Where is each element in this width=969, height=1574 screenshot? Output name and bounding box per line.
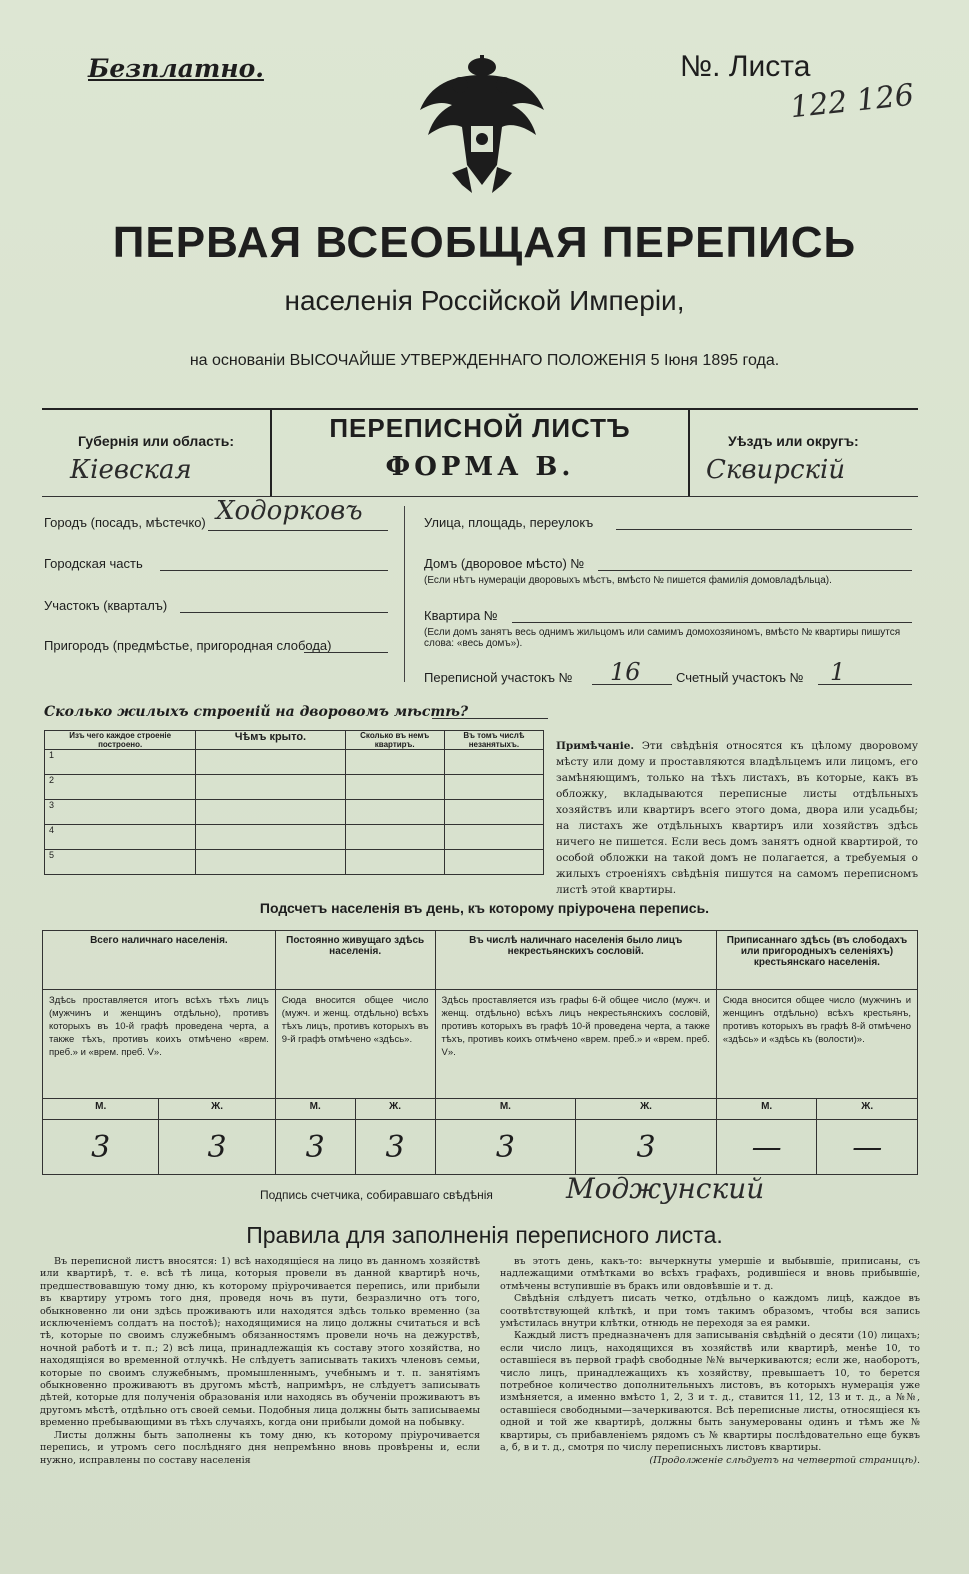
count-col-desc: Здѣсь проставляется изъ графы 6-й общее число (мужч. и женщ. отдѣльно) всѣхъ лицъ некрестьянскихъ сословій, противъ которыхъ въ графѣ 10-й проведена черта, а также тѣхъ, противъ коихъ отмѣчено «врем. преб.» и «врем. преб. V». xyxy=(435,990,716,1099)
count-col-desc: Сюда вносится общее число (мужчинъ и женщинъ отдѣльно) всѣхъ крестьянъ, противъ которыхъ въ графѣ 8-й отмѣчено «здѣсь» и «здѣсь къ (волости)». xyxy=(716,990,917,1099)
female-label: Ж. xyxy=(355,1099,435,1120)
female-count: 3 xyxy=(576,1120,717,1175)
count-district-label: Счетный участокъ № xyxy=(676,670,804,685)
street-label: Улица, площадь, переулокъ xyxy=(424,515,594,530)
note-block xyxy=(556,738,918,898)
male-count: 3 xyxy=(275,1120,355,1175)
city-value: Ходорковъ xyxy=(216,496,363,526)
female-count: 3 xyxy=(159,1120,275,1175)
district-line xyxy=(180,612,388,613)
decree-line: на основаніи ВЫСОЧАЙШЕ УТВЕРЖДЕННАГО ПОЛОЖЕНІЯ 5 Іюня 1895 года. xyxy=(189,352,780,369)
count-table xyxy=(42,930,918,1175)
flat-note: (Если домъ занятъ весь однимъ жильцомъ или самимъ домохозяиномъ, вмѣсто № квартиры пишутся слова: «весь домъ»). xyxy=(424,627,901,649)
male-label: М. xyxy=(716,1099,817,1120)
rules-left-column xyxy=(40,1256,480,1467)
count-col-head: Въ числѣ наличнаго населенія было лицъ некрестьянскихъ сословій. xyxy=(435,931,716,990)
rules-paragraph: Въ переписной листъ вносятся: 1) всѣ находящіеся на лицо въ данномъ хозяйствѣ или квартирѣ, т. е. всѣ тѣ лица, которыя провели въ данной квартирѣ ночь, предшествовавшую тому дню, къ которому пріурочивается перепись, или прибыли въ квартиру утромъ того дня, проведя ночь въ пути, безразлично отъ того, обыкновенно ли они здѣсь проживаютъ или находятся здѣсь только временно (за исключеніемъ солдатъ на постоѣ); находящимися на лицо должны считаться и всѣ тѣ, которые по своимъ служебнымъ обязанностямъ провели ночь на дежурствѣ, ночной работѣ и т. п.; 2) всѣ лица, принадлежащія къ составу этого хозяйства, но находящіяся во временной отлучкѣ. Не слѣдуетъ записывать такихъ членовъ семьи, которые по своимъ служебнымъ, промышленнымъ, учебнымъ и т. п. занятіямъ обыкновенно проживаютъ въ другомъ мѣстѣ, напримѣръ, не слѣдуетъ записывать дѣтей, которые для полученія образованія или находясь въ обученіи проживаютъ въ другомъ мѣстѣ, отдѣльно отъ своей семьи. Подобныя лица должны быть записываемы временно пребывающими въ тѣхъ случаяхъ, когда они прибыли домой на побывку. xyxy=(40,1256,480,1429)
signature-label: Подпись счетчика, собиравшаго свѣдѣнія xyxy=(260,1188,493,1202)
col-vacant: Въ томъ числѣ незанятыхъ. xyxy=(444,731,543,750)
rules-continued: (Продолженіе слѣдуетъ на четвертой страницѣ). xyxy=(649,1454,920,1466)
table-row xyxy=(45,850,544,875)
count-col-desc: Здѣсь проставляется итогъ всѣхъ тѣхъ лицъ (мужчинъ и женщинъ отдѣльно), противъ которыхъ въ 10-й графѣ проведена черта, а также тѣхъ, противъ коихъ отмѣчено «врем. преб.» и «врем. преб. V». xyxy=(43,990,276,1099)
buildings-question: Сколько жилыхъ строеній на дворовомъ мѣстѣ? xyxy=(44,704,469,720)
female-count: 3 xyxy=(355,1120,435,1175)
count-title: Подсчетъ населенія въ день, къ которому пріурочена перепись. xyxy=(259,900,710,916)
count-district-value: 1 xyxy=(830,658,846,686)
row-number: 4 xyxy=(45,825,196,850)
city-label: Городъ (посадъ, мѣстечко) xyxy=(44,515,206,530)
city-line xyxy=(208,530,388,531)
sheet-number-label: №. Листа xyxy=(680,50,811,83)
document-subtitle: населенія Россійской Имперіи, xyxy=(284,285,685,316)
document-title: ПЕРВАЯ ВСЕОБЩАЯ ПЕРЕПИСЬ xyxy=(112,218,857,267)
row-number: 1 xyxy=(45,750,196,775)
rules-title: Правила для заполненія переписного листа. xyxy=(246,1222,723,1248)
female-label: Ж. xyxy=(576,1099,717,1120)
count-col-head: Постоянно живущаго здѣсь населенія. xyxy=(275,931,435,990)
male-label: М. xyxy=(43,1099,159,1120)
city-part-line xyxy=(160,570,388,571)
free-label: Безплатно. xyxy=(88,54,264,83)
house-label: Домъ (дворовое мѣсто) № xyxy=(424,556,585,571)
buildings-line xyxy=(432,718,548,719)
street-line xyxy=(616,529,912,530)
female-label: Ж. xyxy=(159,1099,275,1120)
table-row xyxy=(45,825,544,850)
rules-paragraph: въ этотъ день, какъ-то: вычеркнуты умершіе и выбывшіе, приписаны, съ надлежащими отмѣтками во всѣхъ графахъ, родившіеся и вновь прибывшіе, отмѣчены вступившіе въ бракъ или овдовѣвшіе и т. д. xyxy=(500,1256,920,1292)
row-number: 5 xyxy=(45,850,196,875)
house-note: (Если нѣтъ нумераціи дворовыхъ мѣстъ, вмѣсто № пишется фамилія домовладѣльца). xyxy=(424,575,832,586)
house-line xyxy=(598,570,912,571)
gubernia-label: Губернія или область: xyxy=(78,433,235,449)
suburb-label: Пригородъ (предмѣстье, пригородная слобода) xyxy=(44,638,332,653)
col-flats: Сколько въ немъ квартиръ. xyxy=(345,731,444,750)
signature-value: Моджунский xyxy=(566,1172,765,1205)
male-label: М. xyxy=(435,1099,576,1120)
count-col-head: Всего наличнаго населенія. xyxy=(43,931,276,990)
note-label: Примѣчаніе. xyxy=(556,740,635,752)
list-title: ПЕРЕПИСНОЙ ЛИСТЪ xyxy=(329,413,631,443)
note-text: Эти свѣдѣнія относятся къ цѣлому дворовому мѣсту или дому и проставляются владѣльцемъ или лицомъ, его замѣняющимъ, только на тѣхъ листахъ, въ которые, какъ въ обложку, вкладываются переписные листы отдѣльныхъ хозяйствъ или квартиръ всего этого дома, двора или усадьбы; на листахъ же отдѣльныхъ квартиръ или хозяйствъ здѣсь ничего не пишется. Если весь домъ занятъ одной квартирой, то особой обложки на такой домъ не полагается, а требуемыя о жилыхъ строеніяхъ свѣдѣнія пишутся на самомъ переписномъ листѣ этой квартиры. xyxy=(556,740,918,896)
male-count: — xyxy=(716,1120,817,1175)
city-part-label: Городская часть xyxy=(44,556,143,571)
rules-paragraph: Листы должны быть заполнены къ тому дню, къ которому пріурочивается перепись, и утромъ сего послѣдняго дня непремѣнно вновь провѣрены и, если нужно, исправлены по составу населенія xyxy=(40,1429,480,1466)
table-row xyxy=(45,750,544,775)
divider xyxy=(688,410,690,496)
buildings-table xyxy=(44,730,544,875)
census-district-label: Переписной участокъ № xyxy=(424,670,573,685)
female-label: Ж. xyxy=(817,1099,918,1120)
row-number: 2 xyxy=(45,775,196,800)
census-district-value: 16 xyxy=(610,658,641,686)
sheet-number-handwritten: 122 126 xyxy=(788,77,916,126)
count-col-head: Приписаннаго здѣсь (въ слободахъ или пригородныхъ селеніяхъ) крестьянскаго населенія. xyxy=(716,931,917,990)
col-material: Изъ чего каждое строеніе построено. xyxy=(45,731,196,750)
divider xyxy=(270,410,272,496)
flat-label: Квартира № xyxy=(424,608,498,623)
table-row xyxy=(45,800,544,825)
male-count: 3 xyxy=(435,1120,576,1175)
uezd-value: Сквирскій xyxy=(706,455,846,485)
male-label: М. xyxy=(275,1099,355,1120)
count-col-desc: Сюда вносится общее число (мужч. и женщ. отдѣльно) всѣхъ тѣхъ лицъ, противъ которыхъ въ 9-й графѣ отмѣчено «здѣсь». xyxy=(275,990,435,1099)
double-headed-eagle-emblem xyxy=(412,55,552,195)
form-name: ФОРМА В. xyxy=(385,452,575,482)
male-count: 3 xyxy=(43,1120,159,1175)
rules-paragraph: Каждый листъ предназначенъ для записыванія свѣдѣній о десяти (10) лицахъ; если число лицъ, находящихся въ хозяйствѣ или квартирѣ, менѣе 10, то оставшіеся въ первой графѣ свободные №№ вычеркиваются; если же, наоборотъ, число лицъ, принадлежащихъ къ хозяйству, превышаетъ 10, то берется потребное количество дополнительныхъ листовъ, въ которыхъ нумерація уже измѣняется, а именно вмѣсто 1, 2, 3 и т. д., ставится 11, 12, 13 и т. д., а №№, оставшіеся свободными—зачеркиваются. Всѣ переписные листы, относящіеся къ одной и той же квартирѣ, должны быть занумерованы одинъ и тѣмъ же № квартиры, съ прибавленіемъ рядомъ съ № квартиры послѣдовательно еще буквъ а, б, в и т. д., смотря по числу переписныхъ листовъ квартиры. xyxy=(500,1330,920,1454)
table-row xyxy=(45,775,544,800)
flat-line xyxy=(512,622,912,623)
female-count: — xyxy=(817,1120,918,1175)
gubernia-value: Кіевская xyxy=(70,455,192,485)
uezd-label: Уѣздъ или округъ: xyxy=(728,433,859,449)
address-divider xyxy=(404,506,405,682)
rules-paragraph: Свѣдѣнія слѣдуетъ писать четко, отдѣльно о каждомъ лицѣ, каждое въ соотвѣтствующей клѣткѣ, и при томъ такимъ образомъ, чтобы вся запись умѣстилась внутри клѣтки, отнюдь не переходя за ея рамки. xyxy=(500,1293,920,1330)
col-roof: Чѣмъ крыто. xyxy=(196,731,345,750)
row-number: 3 xyxy=(45,800,196,825)
suburb-line xyxy=(304,652,388,653)
rules-right-column xyxy=(500,1256,920,1467)
district-label: Участокъ (кварталъ) xyxy=(44,598,168,613)
